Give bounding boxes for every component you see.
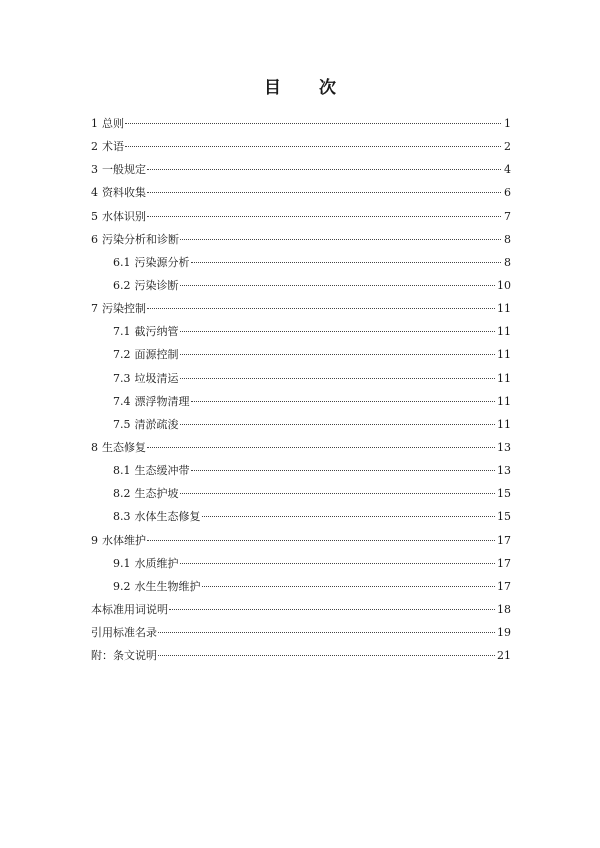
toc-entry[interactable] xyxy=(91,343,511,366)
toc-entry-title: 生态修复 xyxy=(102,440,146,454)
toc-entry[interactable] xyxy=(91,274,511,297)
toc-entry-title: 生态护坡 xyxy=(134,487,179,501)
toc-entry-page-number: 1 xyxy=(504,117,511,130)
dot-leader xyxy=(147,447,495,448)
toc-entry-title: 生态缓冲带 xyxy=(134,464,190,478)
toc-entry[interactable] xyxy=(91,158,511,181)
toc-entry-title: 清淤疏浚 xyxy=(134,417,179,431)
toc-entry-number: 9 xyxy=(91,533,98,547)
toc-entry-number: 4 xyxy=(91,186,98,200)
toc-entry-page-number: 17 xyxy=(497,579,511,593)
toc-entry[interactable] xyxy=(91,598,511,621)
toc-entry-title: 漂浮物清理 xyxy=(134,394,190,408)
page-title: 目 次 xyxy=(264,78,352,98)
toc-entry-number: 8.3 xyxy=(113,510,131,524)
toc-entry-page-number: 13 xyxy=(497,464,511,478)
dot-leader xyxy=(180,493,496,494)
toc-entry-title: 资料收集 xyxy=(102,186,146,200)
toc-entry[interactable] xyxy=(91,135,511,158)
toc-entry-title: 附：条文说明 xyxy=(91,649,157,663)
toc-entry-title: 污染诊断 xyxy=(134,278,179,292)
toc-entry-number: 9.2 xyxy=(113,579,131,593)
toc-entry-page-number: 2 xyxy=(504,140,511,154)
toc-entry-title: 术语 xyxy=(102,140,124,154)
toc-entry-title: 水体生态修复 xyxy=(134,510,201,524)
toc-entry-page-number: 8 xyxy=(504,232,511,246)
toc-entry-page-number: 11 xyxy=(497,417,511,431)
toc-entry-number: 8 xyxy=(91,440,98,454)
toc-entry-title: 水生生物维护 xyxy=(134,579,201,593)
toc-entry-page-number: 10 xyxy=(497,278,511,292)
toc-entry-number: 6.1 xyxy=(113,255,131,269)
toc-entry-number: 8.2 xyxy=(113,487,131,501)
toc-entry-title: 本标准用词说明 xyxy=(91,602,168,616)
toc-entry-number: 5 xyxy=(91,209,98,223)
toc-entry-page-number: 11 xyxy=(497,302,511,316)
dot-leader xyxy=(180,378,496,379)
toc-entry[interactable] xyxy=(91,390,511,413)
toc-entry-number: 1 xyxy=(91,117,98,130)
toc-entry[interactable] xyxy=(91,112,511,135)
toc-entry[interactable] xyxy=(91,552,511,575)
toc-entry-page-number: 21 xyxy=(497,649,511,663)
toc-entry-page-number: 17 xyxy=(497,556,511,570)
dot-leader xyxy=(191,401,496,402)
toc-entry-title: 截污纳管 xyxy=(134,325,179,339)
toc-entry-title: 面源控制 xyxy=(134,348,179,362)
toc-entry-number: 8.1 xyxy=(113,464,131,478)
toc-entry-title: 水体识别 xyxy=(102,209,146,223)
toc-entry-number: 9.1 xyxy=(113,556,131,570)
toc-entry-number: 7.4 xyxy=(113,394,131,408)
toc-entry[interactable] xyxy=(91,320,511,343)
toc-entry-page-number: 7 xyxy=(504,209,511,223)
toc-entry-title: 水质维护 xyxy=(134,556,179,570)
toc-entry[interactable] xyxy=(91,482,511,505)
toc-entry[interactable] xyxy=(91,181,511,204)
dot-leader xyxy=(147,192,501,193)
dot-leader xyxy=(158,655,495,656)
toc-entry-title: 垃圾清运 xyxy=(134,371,179,385)
dot-leader xyxy=(191,470,496,471)
toc-entry-number: 7.3 xyxy=(113,371,131,385)
toc-entry-page-number: 15 xyxy=(497,487,511,501)
dot-leader xyxy=(180,239,501,240)
toc-entry[interactable] xyxy=(91,413,511,436)
toc-entry[interactable] xyxy=(91,205,511,228)
toc-entry[interactable] xyxy=(91,529,511,552)
toc-entry-number: 2 xyxy=(91,140,98,154)
toc-entry-page-number: 15 xyxy=(497,510,511,524)
toc-entry-page-number: 11 xyxy=(497,348,511,362)
toc-entry[interactable] xyxy=(91,228,511,251)
dot-leader xyxy=(191,262,502,263)
dot-leader xyxy=(180,424,496,425)
dot-leader xyxy=(125,146,501,147)
toc-entry[interactable] xyxy=(91,459,511,482)
dot-leader xyxy=(180,354,496,355)
toc-entry-number: 7 xyxy=(91,302,98,316)
table-of-contents xyxy=(91,112,511,667)
toc-entry-page-number: 13 xyxy=(497,440,511,454)
toc-entry[interactable] xyxy=(91,436,511,459)
dot-leader xyxy=(169,609,495,610)
dot-leader xyxy=(147,216,501,217)
toc-entry-number: 7.1 xyxy=(113,325,131,339)
toc-entry-title: 污染控制 xyxy=(102,302,146,316)
toc-entry[interactable] xyxy=(91,621,511,644)
toc-entry[interactable] xyxy=(91,575,511,598)
dot-leader xyxy=(147,540,495,541)
dot-leader xyxy=(147,308,495,309)
toc-entry-title: 污染分析和诊断 xyxy=(102,232,179,246)
dot-leader xyxy=(202,516,496,517)
toc-entry-title: 引用标准名录 xyxy=(91,626,157,640)
toc-entry-number: 6 xyxy=(91,232,98,246)
toc-entry-title: 污染源分析 xyxy=(134,255,190,269)
toc-entry[interactable] xyxy=(91,251,511,274)
dot-leader xyxy=(180,331,496,332)
toc-entry-page-number: 18 xyxy=(497,602,511,616)
toc-entry-page-number: 4 xyxy=(504,163,511,177)
toc-entry-title: 水体维护 xyxy=(102,533,146,547)
dot-leader xyxy=(147,169,501,170)
toc-entry[interactable] xyxy=(91,505,511,528)
dot-leader xyxy=(125,123,501,124)
toc-entry-number: 3 xyxy=(91,163,98,177)
toc-entry-number: 6.2 xyxy=(113,278,131,292)
toc-entry-page-number: 8 xyxy=(504,255,511,269)
toc-entry-page-number: 17 xyxy=(497,533,511,547)
toc-entry-number: 7.5 xyxy=(113,417,131,431)
dot-leader xyxy=(180,285,496,286)
toc-entry-page-number: 11 xyxy=(497,394,511,408)
dot-leader xyxy=(158,632,495,633)
toc-entry[interactable] xyxy=(91,644,511,667)
dot-leader xyxy=(180,563,496,564)
toc-entry-title: 一般规定 xyxy=(102,163,146,177)
dot-leader xyxy=(202,586,496,587)
toc-entry-number: 7.2 xyxy=(113,348,131,362)
toc-entry[interactable] xyxy=(91,367,511,390)
toc-entry-page-number: 11 xyxy=(497,371,511,385)
toc-entry-title: 总则 xyxy=(102,117,124,130)
toc-entry-page-number: 19 xyxy=(497,626,511,640)
toc-entry-page-number: 11 xyxy=(497,325,511,339)
toc-entry[interactable] xyxy=(91,297,511,320)
toc-entry-page-number: 6 xyxy=(504,186,511,200)
